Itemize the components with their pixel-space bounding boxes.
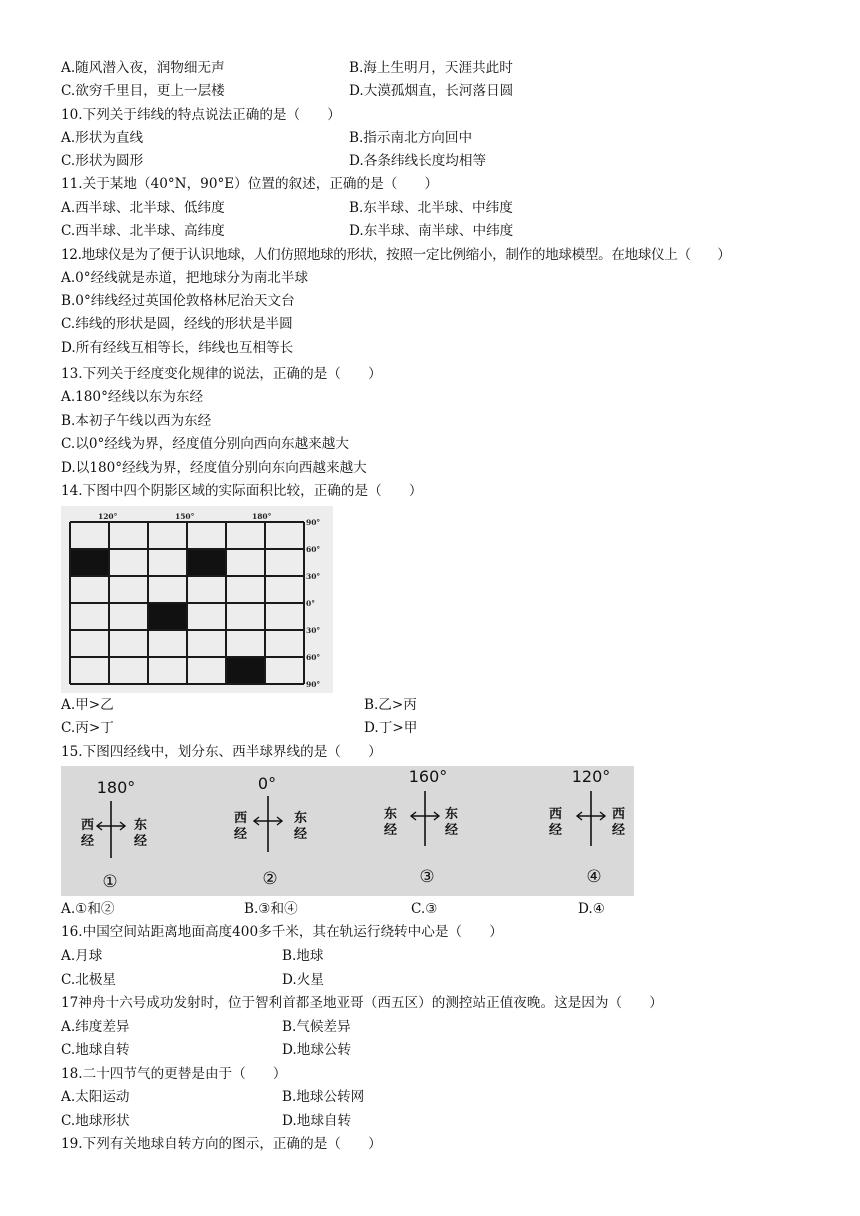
meridian-item-3: [384, 767, 458, 887]
shaded-cell-3: [149, 604, 186, 629]
q18-option-a: A.太阳运动: [61, 1089, 130, 1105]
shaded-cell-2: [188, 550, 225, 575]
q12-option-d: D.所有经线互相等长，纬线也互相等长: [61, 340, 294, 356]
q13-option-c: C.以0°经线为界，经度值分别向西向东越来越大: [61, 436, 349, 452]
question-17: 17神舟十六号成功发射时，位于智利首都圣地亚哥（西五区）的测控站正值夜晚。这是因为（ ）: [61, 995, 663, 1011]
question-16: 16.中国空间站距离地面高度400多千米，其在轨运行绕转中心是（ ）: [61, 924, 503, 940]
meridian-3-degree: 160°: [408, 767, 448, 786]
q9-option-b: B.海上生明月，天涯共此时: [349, 60, 513, 76]
latitude-longitude-grid-figure: [61, 506, 333, 693]
q15-option-b: B.③和④: [244, 901, 298, 917]
question-11: 11.关于某地（40°N，90°E）位置的叙述，正确的是（ ）: [61, 176, 439, 192]
meridian-2-degree: 0°: [257, 774, 277, 793]
q17-option-d: D.地球公转: [282, 1042, 352, 1058]
q18-option-c: C.地球形状: [61, 1113, 130, 1129]
meridian-1-right-2: 经: [134, 834, 148, 849]
lat-label-90s: 90°: [306, 680, 321, 689]
q11-option-d: D.东半球、南半球、中纬度: [349, 223, 514, 239]
meridian-2-right-1: 东: [294, 811, 308, 826]
meridian-3-right-2: 经: [445, 823, 459, 838]
q13-option-b: B.本初子午线以西为东经: [61, 413, 212, 429]
q10-option-c: C.形状为圆形: [61, 153, 144, 169]
q13-option-a: A.180°经线以东为东经: [61, 389, 204, 405]
meridian-4-right-2: 经: [612, 823, 626, 838]
meridian-2-left-2: 经: [234, 827, 248, 842]
meridian-item-4: [549, 767, 625, 887]
meridian-3-left-1: 东: [384, 807, 398, 822]
meridian-item-2: [234, 774, 307, 889]
q10-option-a: A.形状为直线: [61, 130, 144, 146]
lat-label-60n: 60°: [306, 545, 321, 554]
shaded-cell-4: [227, 658, 264, 683]
question-19: 19.下列有关地球自转方向的图示，正确的是（ ）: [61, 1136, 382, 1152]
meridian-svg: [61, 766, 634, 896]
q16-option-d: D.火星: [282, 972, 324, 988]
question-14: 14.下图中四个阴影区域的实际面积比较，正确的是（ ）: [61, 483, 423, 499]
q17-option-c: C.地球自转: [61, 1042, 130, 1058]
meridian-1-left-2: 经: [81, 834, 95, 849]
lat-label-90n: 90°: [306, 518, 321, 527]
lat-label-60s: 60°: [306, 653, 321, 662]
q12-option-a: A.0°经线就是赤道，把地球分为南北半球: [61, 270, 309, 286]
lon-label-150: 150°: [175, 512, 195, 521]
meridian-figure: [61, 766, 634, 896]
question-10: 10.下列关于纬线的特点说法正确的是（ ）: [61, 107, 341, 123]
shaded-cell-1: [71, 550, 108, 575]
q9-option-a: A.随风潜入夜，润物细无声: [61, 60, 225, 76]
lat-label-0: 0°: [306, 599, 315, 608]
q17-option-a: A.纬度差异: [61, 1019, 130, 1035]
grid-lines: [70, 522, 304, 684]
q11-option-c: C.西半球、北半球、高纬度: [61, 223, 225, 239]
q12-option-b: B.0°纬线经过英国伦敦格林尼治天文台: [61, 293, 295, 309]
meridian-2-left-1: 西: [234, 811, 248, 826]
q15-option-a: A.①和②: [61, 901, 115, 917]
question-15: 15.下图四经线中，划分东、西半球界线的是（ ）: [61, 744, 382, 760]
q14-option-b: B.乙>丙: [364, 697, 417, 713]
meridian-1-left-1: 西: [81, 818, 95, 833]
lon-label-180: 180°: [252, 512, 272, 521]
meridian-1-number: ①: [102, 872, 118, 892]
lon-label-120: 120°: [98, 512, 118, 521]
meridian-2-number: ②: [262, 869, 278, 889]
meridian-4-degree: 120°: [571, 767, 611, 786]
q14-option-c: C.丙>丁: [61, 720, 114, 736]
meridian-4-right-1: 西: [612, 807, 626, 822]
question-12: 12.地球仪是为了便于认识地球，人们仿照地球的形状，按照一定比例缩小，制作的地球模型。在地球仪上（ ）: [61, 247, 731, 263]
meridian-4-left-1: 西: [549, 807, 563, 822]
q15-option-c: C.③: [411, 901, 438, 917]
q16-option-c: C.北极星: [61, 972, 117, 988]
q14-option-d: D.丁>甲: [364, 720, 418, 736]
q16-option-b: B.地球: [282, 948, 324, 964]
q9-option-c: C.欲穷千里目，更上一层楼: [61, 83, 225, 99]
q13-option-d: D.以180°经线为界，经度值分别向东向西越来越大: [61, 460, 367, 476]
q16-option-a: A.月球: [61, 948, 103, 964]
lat-label-30n: 30°: [306, 572, 321, 581]
meridian-4-number: ④: [586, 867, 602, 887]
meridian-3-number: ③: [419, 867, 435, 887]
meridian-3-left-2: 经: [384, 823, 398, 838]
meridian-4-left-2: 经: [549, 823, 563, 838]
q14-option-a: A.甲>乙: [61, 697, 114, 713]
meridian-1-right-1: 东: [134, 818, 148, 833]
q17-option-b: B.气候差异: [282, 1019, 351, 1035]
q18-option-b: B.地球公转网: [282, 1089, 365, 1105]
question-13: 13.下列关于经度变化规律的说法，正确的是（ ）: [61, 366, 382, 382]
question-18: 18.二十四节气的更替是由于（ ）: [61, 1066, 287, 1082]
meridian-1-degree: 180°: [96, 778, 136, 797]
shaded-cells: [71, 550, 264, 683]
q11-option-b: B.东半球、北半球、中纬度: [349, 200, 513, 216]
meridian-item-1: [81, 778, 147, 892]
meridian-3-right-1: 东: [445, 807, 459, 822]
q11-option-a: A.西半球、北半球、低纬度: [61, 200, 225, 216]
q10-option-b: B.指示南北方向回中: [349, 130, 473, 146]
q9-option-d: D.大漠孤烟直，长河落日圆: [349, 83, 514, 99]
q10-option-d: D.各条纬线长度均相等: [349, 153, 487, 169]
q15-option-d: D.④: [578, 901, 605, 917]
meridian-2-right-2: 经: [294, 827, 308, 842]
q12-option-c: C.纬线的形状是圆，经线的形状是半圆: [61, 316, 293, 332]
q18-option-d: D.地球自转: [282, 1113, 352, 1129]
lat-label-30s: 30°: [306, 626, 321, 635]
grid-svg: [61, 506, 333, 693]
